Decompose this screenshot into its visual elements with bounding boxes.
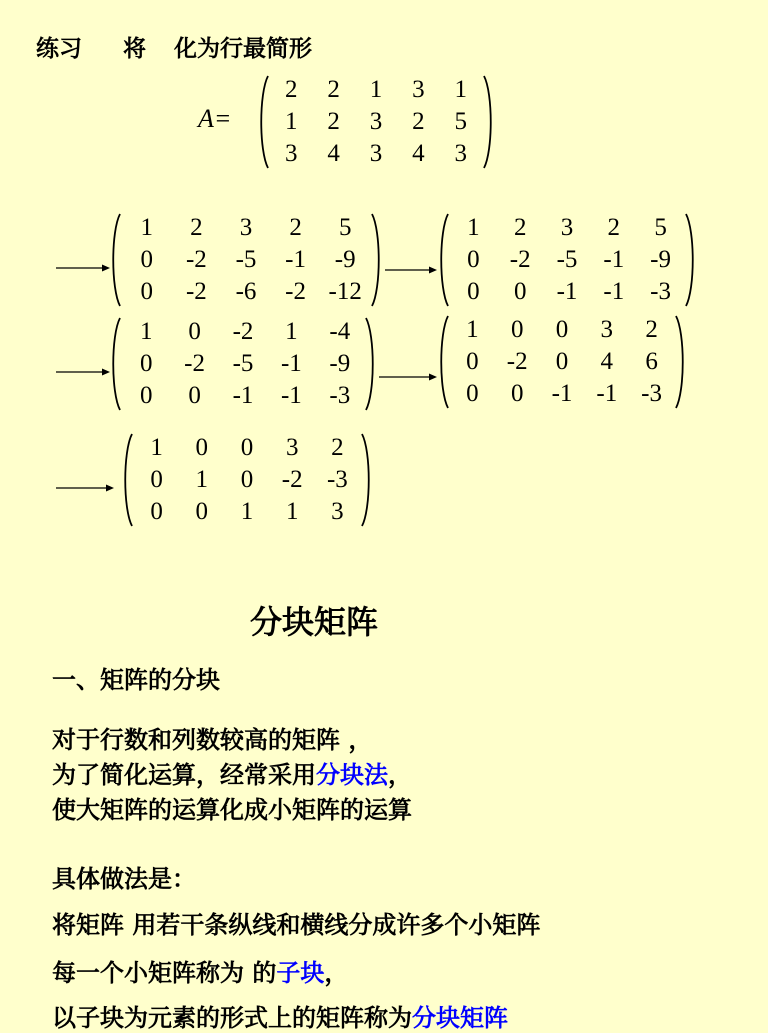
matrix-cell: 3 [412,76,425,103]
matrix-cell: 0 [188,318,201,345]
matrix-cell: 0 [139,382,153,409]
matrix-cell: 0 [467,246,480,273]
subsection-heading: 一、矩阵的分块 [52,666,220,694]
method-line-3 [52,998,508,1033]
matrix-cell: 0 [467,278,480,305]
matrix-cell: 5 [338,214,352,241]
arrow-right-icon [379,371,437,383]
matrix-cell: 2 [289,214,302,241]
matrix-cell: -9 [329,350,351,377]
matrix-cell: 0 [555,316,569,343]
matrix-cell: 2 [284,76,298,103]
matrix-cell: -9 [650,246,671,273]
matrix-step-1 [108,212,384,308]
matrix-cell: -5 [232,350,254,377]
paragraph-line-2-punct: ， [388,761,412,789]
matrix-a [256,74,496,170]
matrix-cell: 0 [466,380,479,407]
matrix-cell: 3 [284,140,298,167]
matrix-cell: 0 [195,498,209,525]
matrix-cell: 0 [240,466,254,493]
left-paren [108,212,122,308]
matrix-cell: 2 [331,434,344,461]
paragraph-line-3: 使大矩阵的运算化成小矩阵的运算 [52,796,412,824]
matrix-cell: -1 [603,246,625,273]
matrix-cell: 1 [467,214,480,241]
matrix-cell: 4 [327,140,340,167]
matrix-cell: 1 [195,466,209,493]
exercise-instruction: 化为行最简形 [174,36,312,62]
matrix-cell: 4 [412,140,425,167]
exercise-label: 练习 [36,36,82,62]
matrix-cell: 1 [454,76,468,103]
arrow-right-icon [56,366,110,378]
right-paren [684,212,698,308]
left-paren [108,316,122,412]
matrix-cell: 5 [654,214,667,241]
matrix-cell: 2 [513,214,527,241]
method-line-1: 将矩阵 用若干条纵线和横线分成许多个小矩阵 [52,911,541,939]
matrix-cell: 0 [139,350,153,377]
matrix-a-label: A= [198,104,232,133]
matrix-cell: -3 [329,382,351,409]
matrix-cell: -2 [185,278,207,305]
left-paren [256,74,270,170]
matrix-cell: 0 [555,348,569,375]
matrix-cell: 1 [150,434,163,461]
exercise-word: 将 [123,36,146,62]
matrix-cell: 1 [139,318,153,345]
matrix-cell: 3 [454,140,468,167]
matrix-cell: -5 [235,246,257,273]
arrow-right-icon [56,262,110,274]
term-sub-block: 子块 [276,959,325,987]
matrix-cell: -1 [603,278,625,305]
matrix-cell: 2 [607,214,621,241]
matrix-cell: 1 [284,108,298,135]
matrix-cell: -2 [509,246,531,273]
term-block-method: 分块法 [316,761,388,789]
right-paren [370,212,384,308]
matrix-cell: -2 [281,466,303,493]
matrix-cell: 2 [327,108,340,135]
matrix-cell: 2 [327,76,340,103]
section-title: 分块矩阵 [250,603,379,641]
matrix-cell: 3 [560,214,574,241]
method-line-3-text: 以子块为元素的形式上的矩阵称为 [52,1004,412,1032]
matrix-cell: 3 [239,214,253,241]
matrix-step-3 [108,316,378,412]
left-paren [436,212,450,308]
matrix-cell: -1 [551,380,573,407]
matrix-cell: 0 [140,246,154,273]
matrix-cell: 1 [466,316,479,343]
matrix-cell: 0 [140,278,154,305]
matrix-cell: -1 [280,382,302,409]
matrix-cell: 2 [412,108,425,135]
matrix-cell: -2 [285,278,306,305]
matrix-step-5 [120,432,374,528]
method-line-2-punct: ， [324,959,349,987]
matrix-cell: 1 [285,318,298,345]
matrix-cell: -2 [185,246,207,273]
matrix-cell: 3 [331,498,344,525]
matrix-cell: -1 [232,382,254,409]
paragraph-line-2 [52,755,412,790]
matrix-cell: 0 [240,434,254,461]
matrix-cell: 0 [150,498,163,525]
matrix-cell: 0 [150,466,163,493]
paragraph-line-2-text: 为了简化运算，经常采用 [52,761,316,789]
matrix-cell: 2 [645,316,658,343]
left-paren [120,432,134,528]
matrix-cell: 6 [645,348,658,375]
left-paren [436,314,450,410]
right-paren [360,432,374,528]
matrix-cell: 0 [510,316,524,343]
matrix-step-4 [436,314,688,410]
matrix-cell: 0 [195,434,209,461]
matrix-cell: 1 [369,76,383,103]
matrix-cell: 0 [466,348,479,375]
method-line-2 [52,953,348,988]
right-paren [482,74,496,170]
matrix-cell: -3 [326,466,348,493]
matrix-cell: 3 [285,434,299,461]
matrix-cell: -4 [329,318,351,345]
matrix-cell: -1 [556,278,578,305]
paragraph-line-1: 对于行数和列数较高的矩阵 ， [52,726,373,754]
right-paren [364,316,378,412]
matrix-cell: -3 [641,380,662,407]
matrix-cell: -9 [334,246,356,273]
matrix-cell: -6 [235,278,257,305]
matrix-cell: 1 [240,498,254,525]
arrow-right-icon [56,482,114,494]
matrix-cell: 2 [190,214,203,241]
matrix-cell: 5 [454,108,468,135]
matrix-cell: 1 [140,214,154,241]
right-paren [674,314,688,410]
method-line-2-text: 每一个小矩阵称为 的 [52,959,277,987]
matrix-cell: -1 [280,350,302,377]
matrix-cell: -3 [650,278,671,305]
matrix-cell: 3 [600,316,614,343]
matrix-cell: -1 [285,246,306,273]
arrow-right-icon [385,264,437,276]
matrix-cell: -1 [596,380,618,407]
matrix-cell: -2 [232,318,254,345]
matrix-step-2 [436,212,698,308]
matrix-cell: 1 [285,498,299,525]
matrix-cell: 3 [369,140,383,167]
method-label: 具体做法是： [52,865,196,893]
matrix-cell: 0 [188,382,201,409]
matrix-cell: -5 [556,246,578,273]
matrix-cell: 0 [513,278,527,305]
matrix-cell: 4 [600,348,614,375]
matrix-cell: -12 [328,278,362,305]
matrix-cell: -2 [184,350,205,377]
term-block-matrix: 分块矩阵 [412,1004,508,1032]
matrix-cell: 3 [369,108,383,135]
matrix-cell: 0 [510,380,524,407]
matrix-cell: -2 [506,348,528,375]
